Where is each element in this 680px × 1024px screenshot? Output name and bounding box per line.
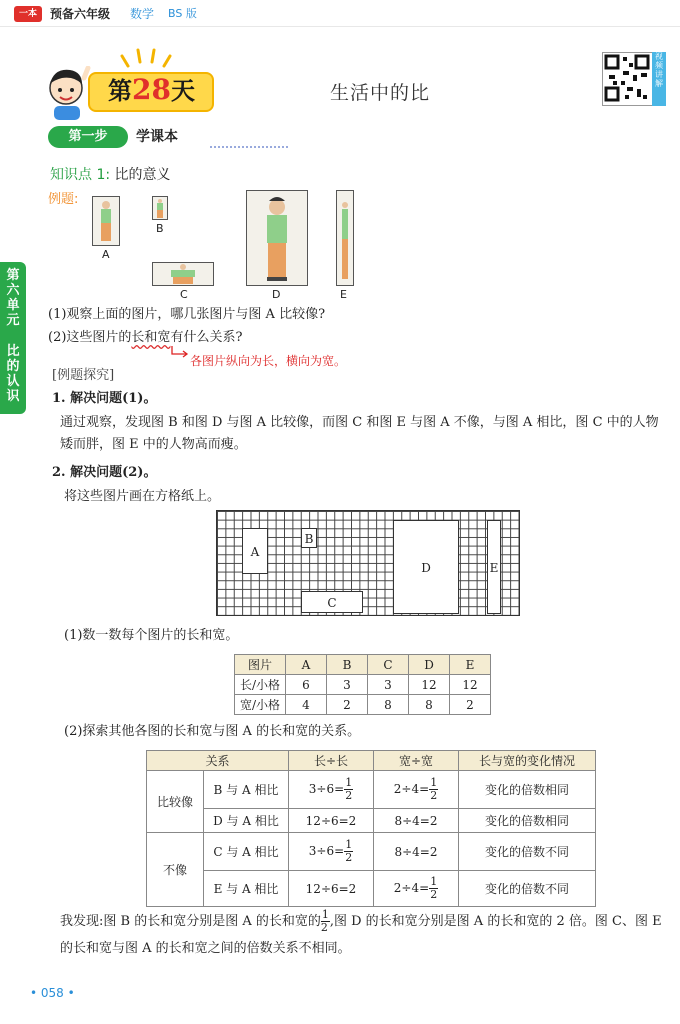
solve-1-text: 通过观察，发现图 B 和图 D 与图 A 比较像，而图 C 和图 E 与图 A 不像，与图 A 相比，图 C 中的人物矮而胖，图 E 中的人物高而瘦。 xyxy=(60,415,659,452)
table-row: 不像 C 与 A 相比 3÷6= $\frac{1}{2}$ 8÷4=2 变化的倍数不同 xyxy=(147,833,596,871)
group-label: 比较像 xyxy=(147,771,204,833)
series-title: 预备六年级 xyxy=(50,7,111,21)
example-image-e xyxy=(336,190,354,286)
explore-label: [例题探究] xyxy=(52,368,115,383)
qr-code[interactable] xyxy=(602,52,654,106)
grid-rect-c: C xyxy=(301,591,363,613)
table-row: 比较像 B 与 A 相比 3÷6= $\frac{1}{2}$ 2÷4= $\frac{1}{2}$ 变化的倍数相同 xyxy=(147,771,596,809)
table-header-row: 图片 A B C D E xyxy=(235,655,491,675)
step-divider xyxy=(210,146,288,148)
handwritten-note: 各图片纵向为长，横向为宽。 xyxy=(190,354,347,368)
example-label-e: E xyxy=(340,288,347,301)
finding-text: 我发现:图 B 的长和宽分别是图 A 的长和宽的 $\frac{1}{2}$ ,图 D 的长和宽分别是图 A 的长和宽的 2 倍。图 C、图 E 的长和宽与图 A 的长和宽之间的倍数关系不相同。 xyxy=(60,908,662,956)
knowledge-point: 知识点 1: 比的意义 xyxy=(50,167,171,183)
example-image-d xyxy=(246,190,308,286)
fraction: $\frac{1}{2}$ xyxy=(430,776,438,802)
video-tag[interactable]: 视频讲解 xyxy=(652,52,666,106)
solve-2-sub-2: (2)探索其他各图的长和宽与图 A 的长和宽的关系。 xyxy=(64,724,361,739)
example-label: 例题: xyxy=(48,192,79,207)
table-row: E 与 A 相比 12÷6=2 2÷4= $\frac{1}{2}$ 变化的倍数不同 xyxy=(147,871,596,907)
edition-label: BS 版 xyxy=(168,7,197,20)
arrow-icon xyxy=(170,346,190,360)
table-row: 宽/小格 4 2 8 8 2 xyxy=(235,695,491,715)
subject-label: 数学 xyxy=(130,7,155,21)
example-image-c xyxy=(152,262,214,286)
question-2: (2)这些图片的长和宽有什么关系? xyxy=(48,330,243,345)
fraction: $\frac{1}{2}$ xyxy=(430,875,438,901)
table-row: 长/小格 6 3 3 12 12 xyxy=(235,675,491,695)
brand-badge: 一本 xyxy=(14,6,42,22)
grid-rect-e: E xyxy=(487,520,501,614)
fraction: $\frac{1}{2}$ xyxy=(320,908,329,934)
relation-table xyxy=(146,750,596,907)
example-label-c: C xyxy=(180,288,188,301)
boy-mascot-icon xyxy=(44,66,96,120)
solve-2-hand-note: 将这些图片画在方格纸上。 xyxy=(64,489,221,504)
example-image-b xyxy=(152,196,168,220)
grid-rect-d: D xyxy=(393,520,459,614)
group-label: 不像 xyxy=(147,833,204,907)
unit-topic: 比的认识 xyxy=(6,344,20,404)
fraction: $\frac{1}{2}$ xyxy=(345,838,353,864)
table-row: D 与 A 相比 12÷6=2 8÷4=2 变化的倍数相同 xyxy=(147,809,596,833)
knowledge-point-text: 比的意义 xyxy=(114,167,171,183)
wavy-highlight: 长和宽 xyxy=(131,330,171,345)
lesson-title: 生活中的比 xyxy=(330,82,431,104)
example-image-a xyxy=(92,196,120,246)
fraction: $\frac{1}{2}$ xyxy=(345,776,353,802)
day-number: 28 xyxy=(132,73,171,106)
example-label-b: B xyxy=(156,222,164,235)
grid-paper xyxy=(216,510,520,616)
solve-1-title: 1. 解决问题(1)。 xyxy=(52,391,157,406)
table-header-row: 关系 长÷长 宽÷宽 长与宽的变化情况 xyxy=(147,751,596,771)
measure-table xyxy=(234,654,491,715)
grid-rect-b: B xyxy=(301,528,317,548)
page-number: • 058 • xyxy=(30,986,75,1000)
day-title: 第28天 xyxy=(108,73,195,106)
step-badge: 第一步 xyxy=(48,126,128,148)
solve-2-title: 2. 解决问题(2)。 xyxy=(52,465,157,480)
sun-rays-icon xyxy=(118,44,178,70)
solve-2-sub-1: (1)数一数每个图片的长和宽。 xyxy=(64,628,239,643)
step-label: 学课本 xyxy=(136,129,178,145)
grid-rect-a: A xyxy=(242,528,268,574)
header-divider xyxy=(0,26,680,27)
unit-side-tab: 第六单元 比的认识 xyxy=(0,262,26,414)
example-label-a: A xyxy=(102,248,110,261)
qr-pattern-icon xyxy=(603,53,651,103)
question-1: (1)观察上面的图片，哪几张图片与图 A 比较像? xyxy=(48,307,326,322)
example-label-d: D xyxy=(272,288,281,301)
